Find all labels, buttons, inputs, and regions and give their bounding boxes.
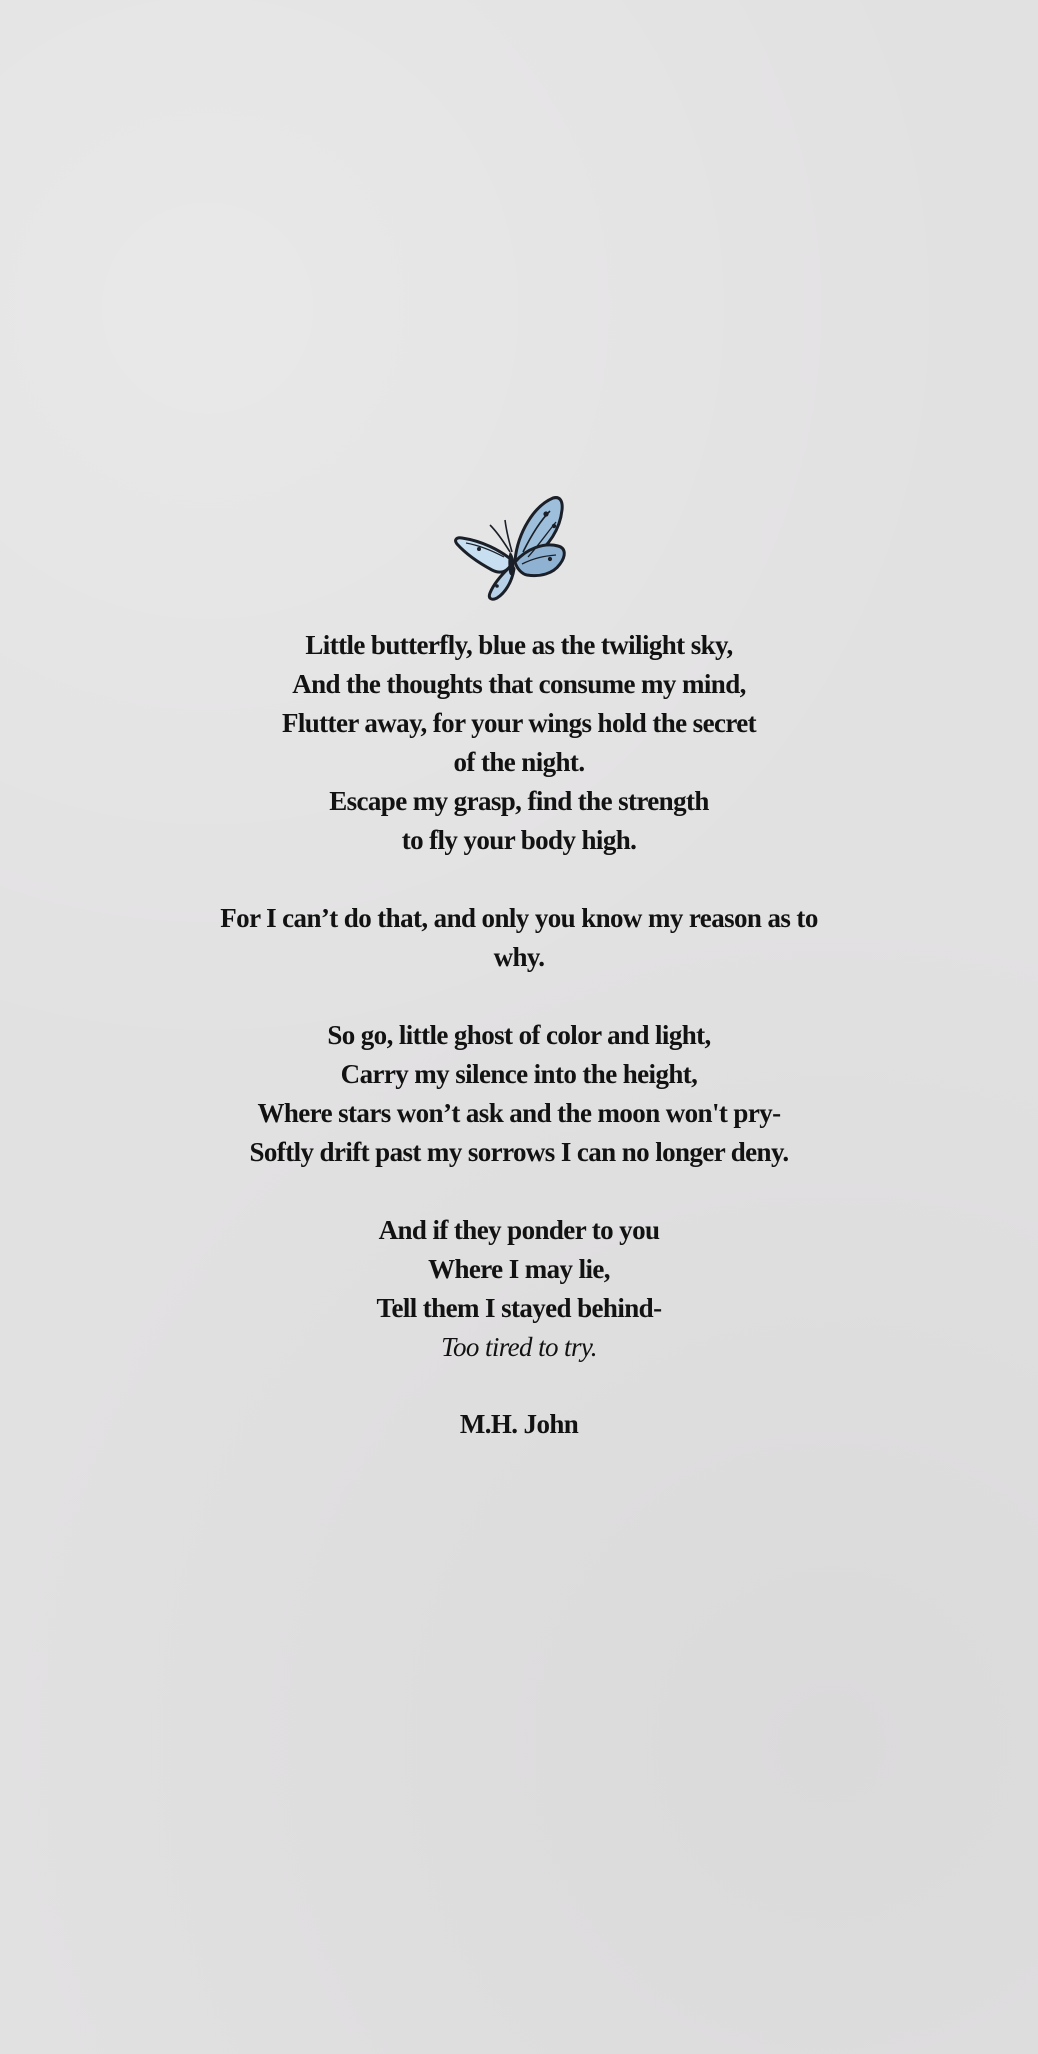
poem-line: to fly your body high. xyxy=(401,825,637,855)
poem-line: Softly drift past my sorrows I can no longer deny. xyxy=(249,1137,789,1167)
poem-line: For I can’t do that, and only you know my reason as to xyxy=(220,903,818,933)
poem-line: Escape my grasp, find the strength xyxy=(329,786,709,816)
stanza-gap xyxy=(0,1172,1038,1211)
poem xyxy=(0,626,1038,1444)
poem-line: Carry my silence into the height, xyxy=(340,1059,698,1089)
stanza-2 xyxy=(0,899,1038,977)
poem-line: why. xyxy=(493,942,545,972)
poem-line: And if they ponder to you xyxy=(378,1215,660,1245)
stanza-gap xyxy=(0,860,1038,899)
poem-line-italic: Too tired to try. xyxy=(441,1332,597,1362)
stanza-3 xyxy=(0,1016,1038,1172)
poem-line: Little butterfly, blue as the twilight sky, xyxy=(305,630,733,660)
poem-line: So go, little ghost of color and light, xyxy=(327,1020,711,1050)
stanza-1 xyxy=(0,626,1038,860)
stanza-gap xyxy=(0,977,1038,1016)
stanza-4 xyxy=(0,1211,1038,1367)
poem-line: Where stars won’t ask and the moon won't pry- xyxy=(257,1098,781,1128)
poem-line: of the night. xyxy=(453,747,585,777)
butterfly-icon xyxy=(452,494,576,610)
poem-line: And the thoughts that consume my mind, xyxy=(292,669,746,699)
poem-line: Tell them I stayed behind- xyxy=(376,1293,662,1323)
author-signature: M.H. John xyxy=(459,1409,579,1439)
poem-line: Flutter away, for your wings hold the secret xyxy=(281,708,757,738)
poem-line: Where I may lie, xyxy=(428,1254,610,1284)
